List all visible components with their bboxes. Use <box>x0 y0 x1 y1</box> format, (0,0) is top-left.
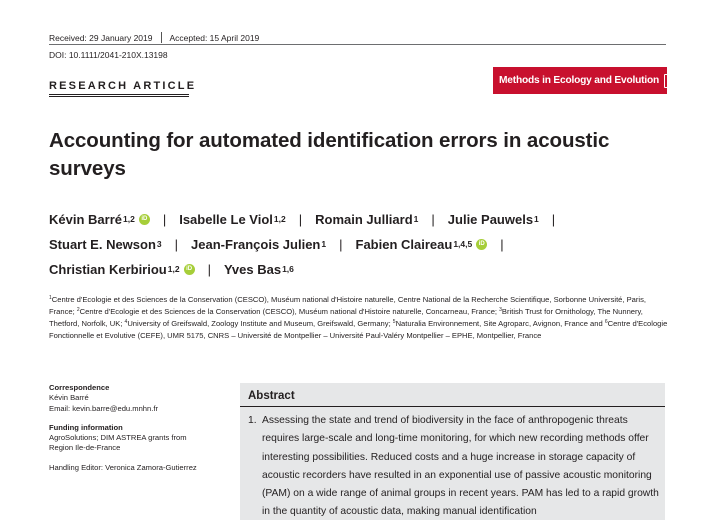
affiliations <box>49 293 669 341</box>
abstract-rule <box>240 406 665 407</box>
article-type-label: RESEARCH ARTICLE <box>49 80 197 92</box>
funding-block <box>49 423 234 454</box>
author-affiliation-sup: 1 <box>413 214 419 224</box>
abstract-item-number: 1. <box>248 415 257 426</box>
affiliation-2: Centre d'Ecologie et des Sciences de la Conservation (CESCO), Muséum national d'Histoire naturelle, Concarneau, France; <box>79 307 500 317</box>
affiliation-4: University of Greifswald, Zoology Institute and Museum, Greifswald, Germany; <box>127 319 393 329</box>
society-icon <box>664 74 674 88</box>
funding-line: AgroSolutions; DIM ASTREA grants from <box>49 433 187 443</box>
author-name[interactable]: Romain Julliard <box>315 212 413 227</box>
correspondence-email[interactable]: Email: kevin.barre@edu.mnhn.fr <box>49 403 159 413</box>
author-affiliation-sup: 1,2 <box>167 264 180 274</box>
funding-heading: Funding information <box>49 422 123 432</box>
article-sidebar <box>49 383 234 482</box>
author-line <box>49 232 689 257</box>
author-affiliation-sup: 1 <box>534 214 539 224</box>
author-name[interactable]: Jean-François Julien <box>191 237 321 252</box>
author-name[interactable]: Stuart E. Newson <box>49 237 156 252</box>
author-affiliation-sup: 1,6 <box>282 264 294 274</box>
accepted-date: Accepted: 15 April 2019 <box>169 32 260 43</box>
author-name[interactable]: Christian Kerbiriou <box>49 262 167 277</box>
header-rule <box>49 44 666 45</box>
author-list <box>49 207 689 282</box>
abstract-text: Assessing the state and trend of biodiversity in the face of anthropogenic threats requires large-scale and long-time monitoring, for which new recording methods offer interesting possibilities. Reduced costs and a huge increase in storage capacity of acoustic recorders have resulted in an exponential use of passive acoustic monitoring (PAM) on a wide range of animal groups in recent years. PAM has led to a rapid growth in the quantity of acoustic data, making manual identification <box>262 415 659 518</box>
author-separator: | <box>207 262 211 277</box>
correspondence-block <box>49 383 234 414</box>
author-separator: | <box>339 237 343 252</box>
funding-line: Region Ile-de-France <box>49 443 121 453</box>
affiliation-sup: 2 <box>76 307 80 314</box>
author-affiliation-sup: 3 <box>156 239 162 249</box>
author-separator: | <box>298 212 303 227</box>
article-type-underline <box>49 94 189 95</box>
correspondence-heading: Correspondence <box>49 383 110 392</box>
society-logo <box>664 72 711 90</box>
affiliation-sup: 3 <box>499 307 502 314</box>
date-divider <box>161 32 162 43</box>
correspondence-name: Kévin Barré <box>49 393 89 403</box>
author-line <box>49 257 689 282</box>
author-name[interactable]: Yves Bas <box>223 262 282 277</box>
affiliation-5: Naturalia Environnement, Site Agroparc, Avignon, France and <box>395 319 605 329</box>
author-name[interactable]: Fabien Claireau <box>355 237 453 252</box>
society-name: BRITISH ECOLOGICAL SOCIETY <box>677 71 713 90</box>
author-affiliation-sup: 1,2 <box>273 214 286 224</box>
author-affiliation-sup: 1,4,5 <box>453 239 473 249</box>
abstract-box <box>240 383 665 520</box>
author-separator: | <box>500 237 504 252</box>
author-affiliation-sup: 1 <box>321 239 327 249</box>
received-date: Received: 29 January 2019 <box>49 32 153 43</box>
affiliation-3: British Trust for Ornithology, The Nunnery, Thetford, Norfolk, UK; <box>49 307 643 329</box>
author-name[interactable]: Julie Pauwels <box>447 212 534 227</box>
orcid-icon[interactable]: iD <box>184 264 195 275</box>
orcid-icon[interactable]: iD <box>139 214 150 225</box>
handling-editor: Handling Editor: Veronica Zamora-Gutierrez <box>49 462 197 472</box>
author-line <box>49 207 689 232</box>
publication-dates <box>49 32 259 43</box>
author-separator: | <box>174 237 179 252</box>
doi-link[interactable]: DOI: 10.1111/2041-210X.13198 <box>49 50 168 60</box>
author-affiliation-sup: 1,2 <box>122 214 135 224</box>
affiliation-sup: 1 <box>49 295 52 301</box>
abstract-body <box>248 412 660 520</box>
author-name[interactable]: Isabelle Le Viol <box>179 212 273 227</box>
article-title: Accounting for automated identification errors in acoustic surveys <box>49 129 610 180</box>
abstract-heading: Abstract <box>248 390 295 402</box>
author-name[interactable]: Kévin Barré <box>49 212 122 227</box>
affiliation-sup: 5 <box>392 319 396 326</box>
editor-block <box>49 463 234 473</box>
journal-logo[interactable] <box>493 67 713 94</box>
affiliation-6: Centre d'Ecologie Fonctionnelle et Evolutive (CEFE), UMR 5175, CNRS – Université de Montpellier – Université Paul-Valéry Montpellier – EPHE, Montpellier, France <box>49 319 668 340</box>
orcid-icon[interactable]: iD <box>476 239 487 250</box>
author-separator: | <box>431 212 435 227</box>
affiliation-sup: 4 <box>124 319 128 326</box>
affiliation-sup: 6 <box>604 319 608 326</box>
author-separator: | <box>162 212 167 227</box>
article-type-underline-double <box>49 96 189 97</box>
journal-name: Methods in Ecology and Evolution <box>499 75 659 86</box>
author-separator: | <box>551 212 556 227</box>
affiliation-1: Centre d'Ecologie et des Sciences de la Conservation (CESCO), Muséum national d'Histoire naturelle, Centre National de la Recherche Scientifique, Sorbonne Université, Paris, France; <box>49 295 647 317</box>
